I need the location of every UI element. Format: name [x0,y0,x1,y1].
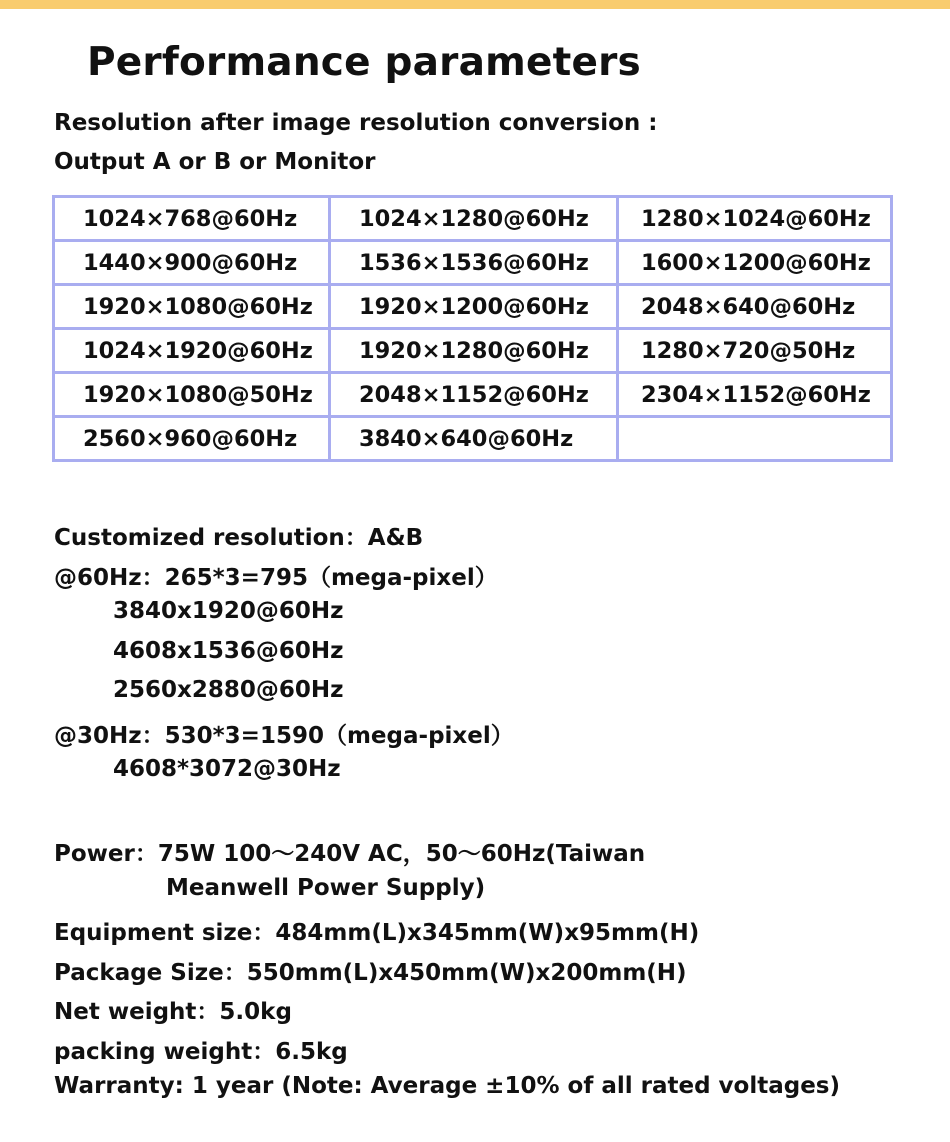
intro-line-2: Output A or B or Monitor [54,149,376,175]
table-cell: 1600×1200@60Hz [618,241,892,285]
power-spec-continued: Meanwell Power Supply) [166,875,486,901]
hz60-item: 2560x2880@60Hz [113,677,344,703]
intro-line-1: Resolution after image resolution conversion : [54,110,658,136]
table-row [54,241,892,285]
table-cell-empty [618,417,892,461]
table-cell: 1440×900@60Hz [54,241,330,285]
resolution-table [52,195,893,462]
table-cell: 2048×640@60Hz [618,285,892,329]
table-row [54,373,892,417]
hz60-item: 4608x1536@60Hz [113,638,344,664]
equipment-size: Equipment size：484mm(L)x345mm(W)x95mm(H) [54,920,700,946]
table-cell: 1920×1200@60Hz [330,285,618,329]
table-cell: 3840×640@60Hz [330,417,618,461]
hz60-item: 3840x1920@60Hz [113,598,344,624]
table-row [54,417,892,461]
table-cell: 1024×1920@60Hz [54,329,330,373]
table-row [54,197,892,241]
table-cell: 2560×960@60Hz [54,417,330,461]
net-weight: Net weight：5.0kg [54,999,292,1025]
table-cell: 1280×720@50Hz [618,329,892,373]
table-cell: 1920×1080@60Hz [54,285,330,329]
table-cell: 1024×1280@60Hz [330,197,618,241]
packing-weight: packing weight：6.5kg [54,1039,348,1065]
table-cell: 1280×1024@60Hz [618,197,892,241]
top-accent-bar [0,0,950,9]
warranty: Warranty: 1 year (Note: Average ±10% of all rated voltages) [54,1073,841,1099]
table-cell: 1024×768@60Hz [54,197,330,241]
table-cell: 1920×1280@60Hz [330,329,618,373]
hz30-item: 4608*3072@30Hz [113,756,341,782]
package-size: Package Size：550mm(L)x450mm(W)x200mm(H) [54,960,687,986]
hz60-label: @60Hz：265*3=795（mega-pixel） [54,565,498,591]
power-spec: Power：75W 100～240V AC，50～60Hz(Taiwan [54,841,646,867]
table-row [54,329,892,373]
table-cell: 2048×1152@60Hz [330,373,618,417]
table-row [54,285,892,329]
table-cell: 2304×1152@60Hz [618,373,892,417]
hz30-label: @30Hz：530*3=1590（mega-pixel） [54,723,514,749]
page-title: Performance parameters [87,40,641,85]
table-cell: 1536×1536@60Hz [330,241,618,285]
table-cell: 1920×1080@50Hz [54,373,330,417]
customized-heading: Customized resolution：A&B [54,525,424,551]
